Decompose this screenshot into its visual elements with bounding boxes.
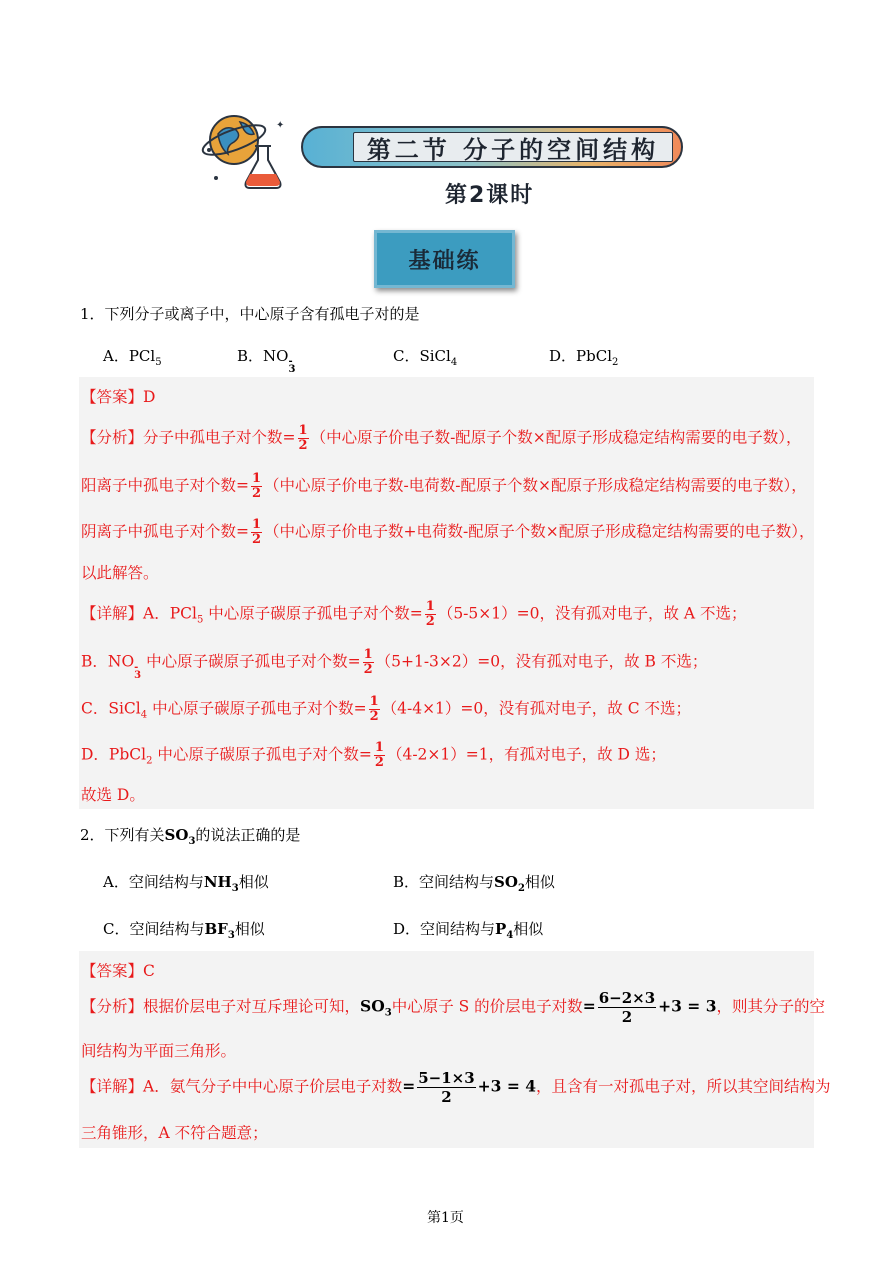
question-2-stem: 2．下列有关$SO_3$的说法正确的是 xyxy=(80,826,301,847)
q1-detail-a: 【详解】A．PCl$_5$ 中心原子碳原子孤电子对个数= $\frac{1}{2}$ （5-5×1）=0，没有孤对电子，故 A 不选； xyxy=(81,599,747,629)
q2-detail-a-line-1: 【详解】A．氨气分子中中心原子价层电子对数= $\frac{5-1\times 3}{2}$ +3 = 4，且含有一对孤电子对，所以其空间结构为 xyxy=(81,1069,831,1106)
q2-option-a: A．空间结构与$NH_3$相似 xyxy=(103,873,269,894)
title-banner xyxy=(301,126,683,168)
q2-option-d: D．空间结构与$P_4$相似 xyxy=(393,920,544,941)
q1-option-b: B．NO - 3 xyxy=(237,347,296,375)
q1-conclusion: 故选 D。 xyxy=(81,786,145,804)
q2-answer: 【答案】C xyxy=(81,962,155,980)
page-number: 第1页 xyxy=(427,1210,464,1226)
q2-option-c: C．空间结构与$BF_3$相似 xyxy=(103,920,265,941)
svg-text:✦: ✦ xyxy=(276,120,285,131)
q1-answer-box xyxy=(79,377,814,809)
q1-detail-d: D．PbCl$_2$ 中心原子碳原子孤电子对个数= $\frac{1}{2}$ （4-2×1）=1，有孤对电子，故 D 选； xyxy=(81,740,666,770)
lesson-label: 第2课时 xyxy=(445,183,535,208)
q1-option-d: D．PbCl$_2$ xyxy=(549,347,619,368)
q1-analysis-line-4: 以此解答。 xyxy=(81,564,159,582)
question-1-stem: 1．下列分子或离子中，中心原子含有孤电子对的是 xyxy=(80,305,420,323)
chemistry-logo-icon xyxy=(200,106,292,194)
q1-analysis-line-2: 阳离子中孤电子对个数= $\frac{1}{2}$ （中心原子价电子数-电荷数-配原子个数×配原子形成稳定结构需要的电子数）， xyxy=(81,471,807,501)
q2-analysis-line-1: 【分析】根据价层电子对互斥理论可知，$SO_3$中心原子 S 的价层电子对数= $\frac{6-2\times 3}{2}$ +3 = 3，则其分子的空 xyxy=(81,989,825,1026)
q1-option-a: A．PCl$_5$ xyxy=(103,347,162,368)
q2-option-b: B．空间结构与$SO_2$相似 xyxy=(393,873,555,894)
page-title: 第二节 分子的空间结构 xyxy=(353,132,673,162)
q1-answer: 【答案】D xyxy=(81,388,156,406)
section-tag: 基础练 xyxy=(374,230,515,288)
q2-analysis-line-2: 间结构为平面三角形。 xyxy=(81,1042,237,1060)
q1-analysis-line-1: 【分析】分子中孤电子对个数= $\frac{1}{2}$ （中心原子价电子数-配原子个数×配原子形成稳定结构需要的电子数）， xyxy=(81,423,802,453)
q2-answer-box xyxy=(79,951,831,1148)
q1-analysis-line-3: 阴离子中孤电子对个数= $\frac{1}{2}$ （中心原子价电子数+电荷数-配原子个数×配原子形成稳定结构需要的电子数）， xyxy=(81,517,815,547)
q1-detail-b: B．NO - 3 中心原子碳原子孤电子对个数= $\frac{1}{2}$ （5+1-3×2）=0，没有孤对电子，故 B 不选； xyxy=(81,647,708,681)
q1-option-c: C．SiCl$_4$ xyxy=(393,347,458,368)
q1-detail-c: C．SiCl$_4$ 中心原子碳原子孤电子对个数= $\frac{1}{2}$ （4-4×1）=0，没有孤对电子，故 C 不选； xyxy=(81,694,691,724)
q2-detail-a-line-2: 三角锥形，A 不符合题意； xyxy=(81,1124,268,1142)
